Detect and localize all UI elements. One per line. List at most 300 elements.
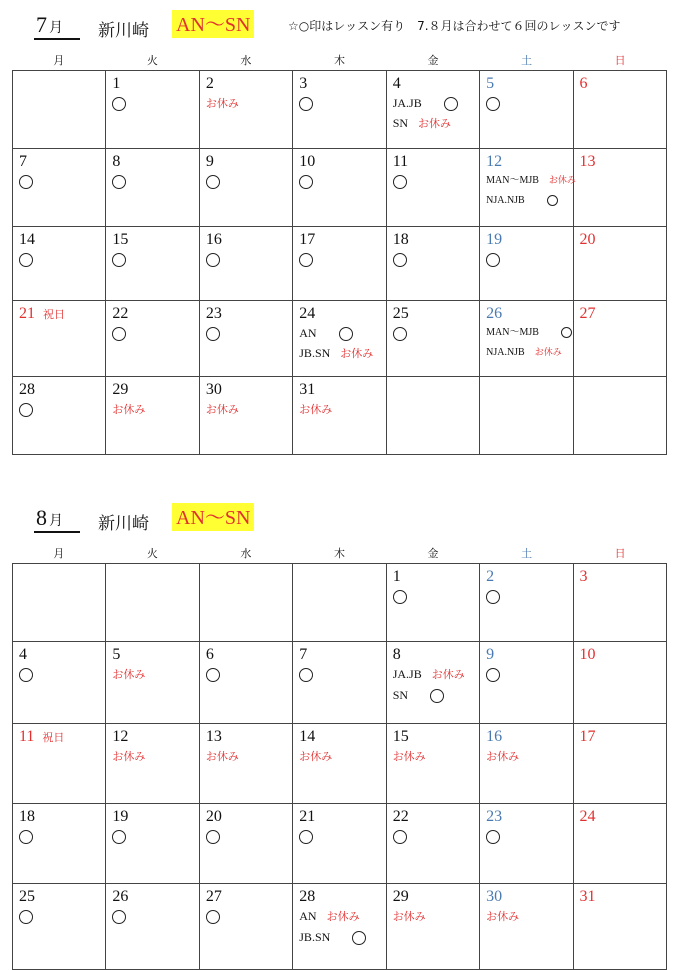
day-number-text: 3	[299, 75, 308, 92]
day-number-text: 31	[299, 381, 316, 398]
lesson-entry	[112, 664, 192, 685]
day-number-text: 27	[205, 888, 222, 905]
calendar-day-cell	[573, 71, 666, 149]
day-number-text: 2	[486, 568, 495, 585]
day-off-label: お休み	[486, 750, 520, 763]
lesson-entry	[486, 171, 576, 191]
lesson-entry	[206, 906, 286, 926]
class-group-label: JB.SN	[299, 346, 331, 360]
calendar-day-cell	[573, 724, 666, 804]
day-number	[19, 727, 99, 747]
calendar-day-cell	[13, 804, 106, 884]
lesson-entry	[393, 685, 473, 705]
calendar-week-row	[13, 724, 667, 804]
calendar-day-cell	[573, 564, 666, 642]
calendar-day-cell	[293, 227, 386, 301]
day-number-text: 18	[19, 808, 35, 825]
lesson-entry	[486, 746, 566, 767]
day-number	[299, 74, 379, 93]
day-number-text: 10	[579, 646, 596, 663]
calendar-week-row	[13, 377, 667, 455]
day-off-label: お休み	[112, 750, 146, 763]
lesson-circle-icon	[112, 175, 126, 189]
calendar-day-cell	[573, 642, 666, 724]
lesson-entry	[393, 323, 473, 343]
lesson-entry	[206, 664, 286, 684]
calendar-day-cell	[13, 377, 106, 455]
day-number-text: 13	[579, 153, 596, 170]
day-number	[393, 645, 473, 664]
lesson-entry	[486, 191, 566, 211]
day-number	[486, 807, 566, 826]
day-number	[580, 152, 660, 171]
lesson-entry	[206, 171, 286, 191]
day-number-text: 23	[486, 808, 503, 825]
day-number-text: 2	[205, 75, 214, 92]
weekday-label: 木	[333, 54, 345, 67]
calendar-day-cell	[480, 71, 573, 149]
calendar-day-cell	[386, 301, 479, 377]
day-number	[580, 807, 660, 826]
lesson-entry	[299, 343, 379, 364]
location-label: 新川崎	[98, 21, 149, 41]
lesson-entry	[206, 323, 286, 343]
lesson-entry	[112, 826, 192, 846]
empty-day-cell	[386, 377, 479, 455]
lesson-entry	[19, 399, 99, 419]
lesson-circle-icon	[299, 97, 313, 111]
month-unit: 月	[49, 21, 63, 36]
day-number-text: 30	[205, 381, 222, 398]
lesson-entry	[206, 399, 286, 420]
day-number-text: 15	[392, 728, 409, 745]
lesson-circle-icon	[486, 253, 500, 267]
lesson-circle-icon	[486, 97, 500, 111]
day-number	[486, 887, 566, 906]
class-group-label: AN	[299, 909, 317, 923]
day-number	[19, 645, 99, 664]
day-off-label: お休み	[486, 910, 520, 923]
calendar-day-cell	[199, 642, 292, 724]
day-number-text: 22	[112, 305, 129, 322]
weekday-label: 土	[521, 54, 533, 67]
lesson-circle-icon	[19, 830, 33, 844]
day-off-label: お休み	[299, 750, 333, 763]
day-number-text: 17	[299, 231, 316, 248]
class-group-label: NJA.NJB	[486, 195, 525, 206]
calendar-day-cell	[386, 227, 479, 301]
day-number	[299, 645, 379, 664]
calendar-week-row	[13, 642, 667, 724]
calendar-day-cell	[13, 724, 106, 804]
day-number	[112, 74, 192, 93]
day-number-text: 31	[579, 888, 596, 905]
lesson-circle-icon	[19, 403, 33, 417]
lesson-entry	[486, 323, 566, 343]
lesson-circle-icon	[561, 327, 572, 338]
calendar-day-cell	[480, 564, 573, 642]
lesson-entry	[393, 826, 473, 846]
day-number-text: 30	[486, 888, 503, 905]
weekday-label: 水	[240, 547, 252, 560]
lesson-entry	[112, 399, 192, 420]
day-number-text: 5	[486, 75, 495, 92]
day-number	[206, 304, 286, 323]
day-number	[206, 230, 286, 249]
calendar-day-cell	[13, 642, 106, 724]
lesson-circle-icon	[299, 253, 313, 267]
calendar-day-cell	[13, 227, 106, 301]
day-number	[299, 887, 379, 906]
lesson-entry	[299, 171, 379, 191]
lesson-entry	[393, 664, 473, 685]
calendar-day-cell	[13, 149, 106, 227]
calendar-day-cell	[199, 71, 292, 149]
location-label: 新川崎	[98, 514, 149, 534]
empty-day-cell	[199, 564, 292, 642]
lesson-circle-icon	[547, 195, 558, 206]
calendar-day-cell	[480, 227, 573, 301]
day-number	[299, 380, 379, 399]
weekday-label: 月	[53, 547, 65, 560]
day-off-label: お休み	[326, 910, 360, 923]
calendar-day-cell	[106, 724, 199, 804]
month-unit: 月	[49, 514, 63, 529]
calendar-day-cell	[386, 804, 479, 884]
lesson-circle-icon	[299, 175, 313, 189]
lesson-circle-icon	[486, 590, 500, 604]
lesson-entry	[393, 113, 473, 134]
lesson-entry	[206, 93, 286, 114]
day-number	[112, 645, 192, 664]
calendar-day-cell	[13, 301, 106, 377]
weekday-label: 金	[427, 547, 439, 560]
day-number-text: 26	[486, 305, 503, 322]
calendar-day-cell	[106, 642, 199, 724]
weekday-label: 日	[614, 547, 626, 560]
day-number-text: 25	[392, 305, 409, 322]
day-off-label: お休み	[534, 348, 562, 358]
month-header	[0, 493, 678, 533]
day-number-text: 18	[392, 231, 409, 248]
calendar-week-row	[13, 564, 667, 642]
lesson-circle-icon	[112, 327, 126, 341]
calendar-day-cell	[106, 149, 199, 227]
lesson-entry	[393, 171, 473, 191]
month-number: 7	[36, 12, 47, 37]
weekday-label: 木	[333, 547, 345, 560]
day-number	[206, 74, 286, 93]
calendar-grid-august	[12, 563, 667, 970]
day-number	[19, 304, 99, 324]
weekday-label: 水	[240, 54, 252, 67]
day-number	[19, 887, 99, 906]
weekday-label: 金	[427, 54, 439, 67]
day-number	[19, 152, 99, 171]
weekday-header	[12, 52, 667, 66]
lesson-entry	[486, 249, 566, 269]
calendar-day-cell	[480, 884, 573, 970]
lesson-circle-icon	[393, 253, 407, 267]
day-number-text: 19	[486, 231, 503, 248]
day-off-label: お休み	[548, 176, 576, 186]
lesson-circle-icon	[486, 830, 500, 844]
day-number-text: 21	[299, 808, 316, 825]
day-number-text: 7	[19, 153, 27, 170]
lesson-entry	[299, 399, 379, 420]
calendar-day-cell	[293, 301, 386, 377]
calendar-week-row	[13, 804, 667, 884]
calendar-day-cell	[573, 884, 666, 970]
lesson-circle-icon	[19, 175, 33, 189]
day-number-text: 16	[486, 728, 503, 745]
class-group-label: JB.SN	[299, 930, 331, 944]
calendar-day-cell	[199, 804, 292, 884]
day-off-label: お休み	[112, 668, 146, 681]
weekday-label: 火	[146, 54, 158, 67]
lesson-entry	[299, 906, 379, 927]
day-number-text: 6	[579, 75, 588, 92]
day-off-label: お休み	[392, 750, 426, 763]
day-number	[112, 727, 192, 746]
calendar-day-cell	[573, 149, 666, 227]
calendar-day-cell	[480, 301, 573, 377]
lesson-circle-icon	[486, 668, 500, 682]
lesson-entry	[393, 746, 473, 767]
lesson-entry	[112, 746, 192, 767]
day-number-text: 22	[392, 808, 409, 825]
calendar-day-cell	[106, 301, 199, 377]
calendar-grid-july	[12, 70, 667, 455]
day-number	[206, 645, 286, 664]
day-number	[19, 807, 99, 826]
lesson-circle-icon	[444, 97, 458, 111]
day-number-text: 16	[205, 231, 222, 248]
weekday-header	[12, 545, 667, 559]
holiday-label: 祝日	[43, 308, 65, 321]
lesson-entry	[19, 249, 99, 269]
calendar-day-cell	[293, 377, 386, 455]
lesson-circle-icon	[112, 910, 126, 924]
day-number-text: 20	[579, 231, 596, 248]
day-number-text: 24	[579, 808, 596, 825]
day-number-text: 14	[299, 728, 316, 745]
day-number	[580, 567, 660, 586]
day-number-text: 7	[299, 646, 308, 663]
month-title	[36, 12, 63, 38]
day-number-text: 11	[19, 728, 35, 745]
calendar-day-cell	[199, 377, 292, 455]
weekday-label: 火	[146, 547, 158, 560]
calendar-day-cell	[13, 884, 106, 970]
empty-day-cell	[573, 377, 666, 455]
day-number	[112, 807, 192, 826]
day-number	[486, 645, 566, 664]
day-off-label: お休み	[431, 668, 465, 681]
day-number-text: 9	[486, 646, 495, 663]
lesson-circle-icon	[112, 253, 126, 267]
calendar-day-cell	[573, 227, 666, 301]
day-number-text: 11	[392, 153, 409, 170]
lesson-entry	[206, 826, 286, 846]
lesson-entry	[393, 93, 473, 113]
day-number	[393, 230, 473, 249]
calendar-day-cell	[386, 884, 479, 970]
day-number-text: 29	[112, 381, 129, 398]
empty-day-cell	[13, 564, 106, 642]
lesson-entry	[486, 664, 566, 684]
lesson-circle-icon	[339, 327, 353, 341]
month-underline	[34, 531, 80, 533]
lesson-circle-icon	[393, 327, 407, 341]
day-number	[486, 152, 566, 171]
calendar-day-cell	[480, 724, 573, 804]
calendar-day-cell	[199, 149, 292, 227]
lesson-entry	[112, 323, 192, 343]
day-number-text: 5	[112, 646, 121, 663]
day-number-text: 8	[112, 153, 121, 170]
day-number	[393, 74, 473, 93]
day-number	[393, 887, 473, 906]
calendar-week-row	[13, 71, 667, 149]
calendar-week-row	[13, 301, 667, 377]
day-number-text: 29	[392, 888, 409, 905]
day-number	[299, 230, 379, 249]
empty-day-cell	[293, 564, 386, 642]
lesson-circle-icon	[19, 253, 33, 267]
day-number	[206, 152, 286, 171]
day-number-text: 6	[205, 646, 214, 663]
empty-day-cell	[13, 71, 106, 149]
day-number-text: 28	[299, 888, 316, 905]
class-range-highlight: AN〜SN	[172, 10, 254, 38]
calendar-week-row	[13, 884, 667, 970]
lesson-entry	[19, 664, 99, 684]
day-number	[486, 230, 566, 249]
lesson-entry	[486, 93, 566, 113]
day-number-text: 15	[112, 231, 129, 248]
calendar-day-cell	[106, 804, 199, 884]
day-off-label: お休み	[205, 97, 239, 110]
calendar-day-cell	[480, 642, 573, 724]
day-number	[580, 230, 660, 249]
calendar-day-cell	[293, 724, 386, 804]
lesson-entry	[206, 249, 286, 269]
day-number-text: 12	[486, 153, 503, 170]
calendar-day-cell	[293, 642, 386, 724]
class-group-label: JA.JB	[392, 667, 422, 681]
day-number-text: 19	[112, 808, 129, 825]
day-off-label: お休み	[205, 750, 239, 763]
lesson-circle-icon	[352, 931, 366, 945]
calendar-day-cell	[573, 301, 666, 377]
day-number	[580, 887, 660, 906]
day-number-text: 3	[579, 568, 588, 585]
calendar-day-cell	[293, 149, 386, 227]
weekday-label: 月	[53, 54, 65, 67]
lesson-entry	[299, 664, 379, 684]
day-number-text: 13	[205, 728, 222, 745]
day-number	[580, 304, 660, 323]
class-group-label: NJA.NJB	[486, 347, 525, 358]
day-number	[486, 727, 566, 746]
day-number	[206, 807, 286, 826]
lesson-circle-icon	[206, 253, 220, 267]
day-number	[580, 727, 660, 746]
day-number	[112, 230, 192, 249]
lesson-circle-icon	[206, 668, 220, 682]
day-number-text: 8	[392, 646, 401, 663]
weekday-label: 日	[614, 54, 626, 67]
lesson-circle-icon	[206, 175, 220, 189]
day-off-label: お休み	[392, 910, 426, 923]
month-header	[0, 0, 678, 40]
calendar-day-cell	[573, 804, 666, 884]
month-number: 8	[36, 505, 47, 530]
lesson-circle-icon	[19, 668, 33, 682]
class-group-label: JA.JB	[392, 96, 422, 110]
calendar-day-cell	[386, 149, 479, 227]
calendar-day-cell	[199, 301, 292, 377]
day-number-text: 27	[579, 305, 596, 322]
day-number-text: 4	[392, 75, 401, 92]
day-number-text: 4	[19, 646, 27, 663]
lesson-circle-icon	[393, 590, 407, 604]
calendar-day-cell	[480, 804, 573, 884]
lesson-circle-icon	[299, 830, 313, 844]
calendar-day-cell	[199, 884, 292, 970]
calendar-day-cell	[199, 724, 292, 804]
day-number	[393, 567, 473, 586]
calendar-day-cell	[293, 804, 386, 884]
lesson-circle-icon	[112, 830, 126, 844]
lesson-entry	[112, 906, 192, 926]
day-number-text: 9	[205, 153, 214, 170]
lesson-entry	[393, 586, 473, 606]
day-off-label: お休み	[299, 403, 333, 416]
day-number-text: 26	[112, 888, 129, 905]
day-number-text: 10	[299, 153, 316, 170]
day-number	[112, 304, 192, 323]
day-number	[299, 152, 379, 171]
lesson-entry	[299, 746, 379, 767]
day-number	[206, 887, 286, 906]
lesson-entry	[486, 343, 566, 363]
day-number	[580, 74, 660, 93]
lesson-entry	[299, 927, 379, 947]
calendar-day-cell	[386, 642, 479, 724]
day-number-text: 25	[19, 888, 35, 905]
calendar-day-cell	[106, 71, 199, 149]
calendar-day-cell	[293, 71, 386, 149]
month-title	[36, 505, 63, 531]
day-number-text: 14	[19, 231, 35, 248]
lesson-entry	[19, 171, 99, 191]
day-off-label: お休み	[418, 117, 452, 130]
day-number	[486, 304, 566, 323]
empty-day-cell	[480, 377, 573, 455]
day-number	[299, 807, 379, 826]
day-number	[206, 380, 286, 399]
lesson-circle-icon	[299, 668, 313, 682]
day-number-text: 17	[579, 728, 596, 745]
day-number-text: 12	[112, 728, 129, 745]
lesson-circle-icon	[206, 327, 220, 341]
day-number-text: 24	[299, 305, 316, 322]
calendar-day-cell	[293, 884, 386, 970]
lesson-entry	[206, 746, 286, 767]
day-number-text: 1	[392, 568, 401, 585]
